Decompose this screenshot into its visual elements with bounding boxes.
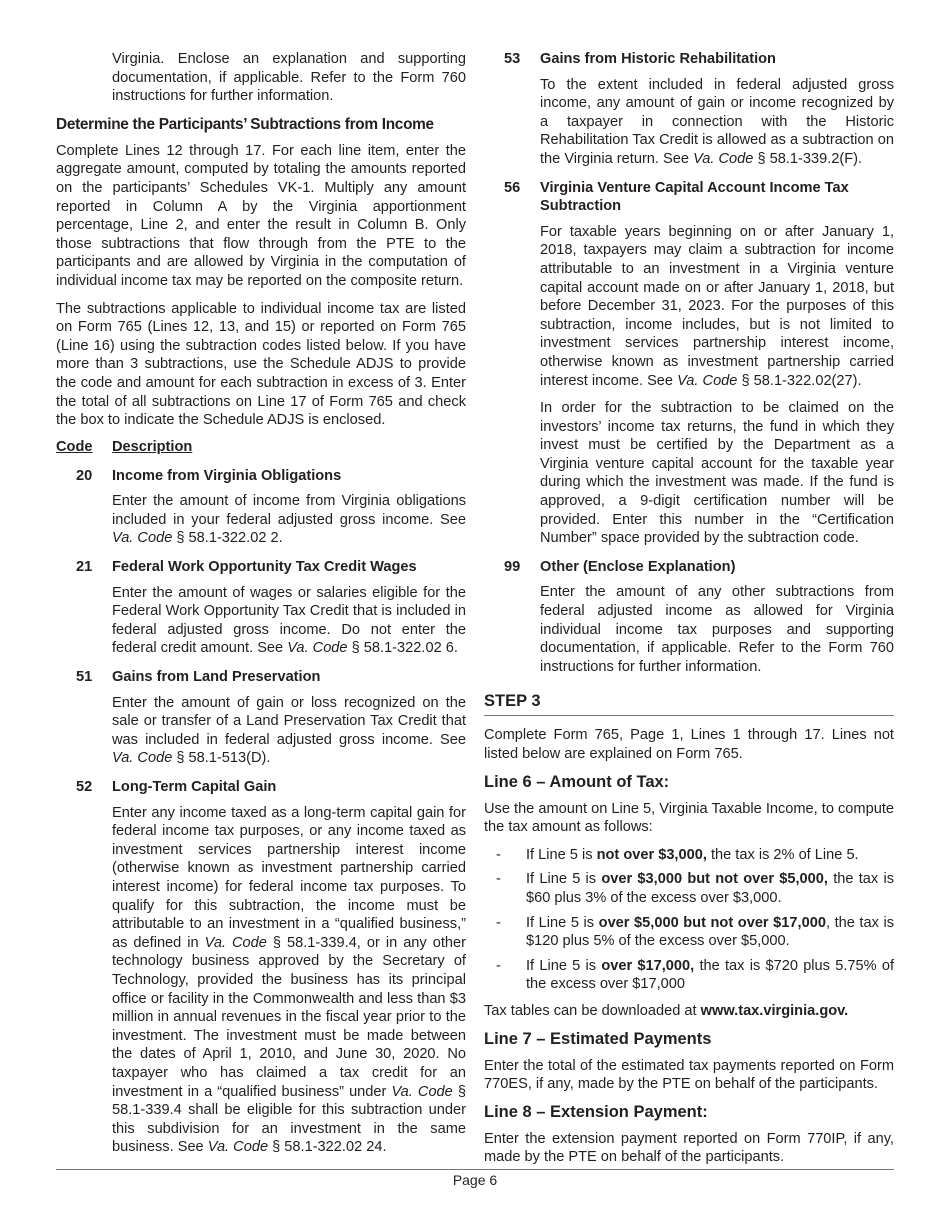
list-item [484, 846, 894, 865]
list-item [484, 914, 894, 951]
text: the tax is $60 plus 3% of the excess over $3,000. [526, 871, 895, 906]
bracket: not over $3,000, [596, 846, 707, 863]
subtractions-heading: Determine the Participants’ Subtractions from Income [56, 115, 434, 133]
code-number: 52 [76, 779, 93, 795]
code-table-header [56, 439, 466, 455]
step-3-text: Complete Form 765, Page 1, Lines 1 through 17. Lines not listed below are explained on Form 765. [484, 727, 894, 762]
citation: Va. Code [287, 640, 348, 657]
code-number: 53 [504, 51, 521, 67]
citation: Va. Code [677, 372, 738, 389]
dash-bullet: - [496, 846, 501, 863]
section: § 58.1-322.02 24. [272, 1139, 387, 1156]
code-title: Federal Work Opportunity Tax Credit Wages [112, 559, 417, 576]
line-7-text: Enter the total of the estimated tax payments reported on Form 770ES, if any, made by the PTE on behalf of the participants. [484, 1057, 894, 1093]
section: § 58.1-513(D). [176, 750, 271, 767]
list-item [484, 870, 894, 907]
citation: Va. Code [207, 1139, 269, 1156]
footer-divider [56, 1169, 894, 1170]
code-99-text: Enter the amount of any other subtractions from federal adjusted income as allowed for Virginia individual income tax purposes and supporting documentation, if applicable. Refer to the Form 760 instructions for further information. [540, 584, 894, 675]
right-column [484, 50, 894, 1176]
text: Enter the amount of gain or loss recognized on the sale or transfer of a Land Preservation Tax Credit that was included in federal adjusted gross income. See [112, 694, 466, 748]
text: the tax is $720 plus 5.75% of the excess over $17,000 [526, 957, 894, 993]
section: § 58.1-322.02 2. [176, 530, 283, 547]
citation: Va. Code [693, 150, 754, 167]
section: § 58.1-322.02 6. [351, 640, 458, 657]
section: § 58.1-322.02(27). [741, 372, 862, 389]
step-3-heading: STEP 3 [484, 692, 894, 716]
subtractions-para-2: The subtractions applicable to individual income tax are listed on Form 765 (Lines 12, 13, and 15) or reported on Form 765 (Line 16) using the subtraction codes listed below. If you have more than 3 subtractions, use the Schedule ADJS to provide the code and amount for each subtraction in excess of 3. Enter the total of all subtractions on Line 17 of Form 765 and check the box to indicate the Schedule ADJS is enclosed. [56, 300, 466, 429]
code-53-row [484, 50, 894, 69]
text: To the extent included in federal adjusted gross income, any amount of gain or income recognized by a taxpayer in connection with the Historic Rehabilitation Tax Credit is allowed as a subtraction on the Virginia return. See [540, 76, 894, 167]
text: If Line 5 is [526, 914, 599, 931]
line-7-heading: Line 7 – Estimated Payments [484, 1029, 712, 1048]
code-title: Income from Virginia Obligations [112, 467, 342, 484]
text: If Line 5 is [526, 957, 602, 974]
code-title: Other (Enclose Explanation) [540, 558, 736, 575]
code-header: Code [56, 438, 93, 455]
page-number: Page 6 [452, 1172, 498, 1188]
code-number: 99 [504, 558, 521, 575]
text: Enter the amount of wages or salaries eligible for the Federal Work Opportunity Tax Credit that is included in federal adjusted gross income. Do not enter the federal credit amount. See [112, 584, 466, 657]
code-52-row [56, 778, 466, 797]
code-number: 56 [504, 179, 521, 196]
dash-bullet: - [496, 957, 501, 974]
code-21-text [112, 584, 466, 658]
code-number: 51 [76, 669, 93, 686]
text: For taxable years beginning on or after January 1, 2018, taxpayers may claim a subtraction for income attributable to an investment in a Virginia venture capital account made on or after January 1, 2018, but before December 31, 2023. For the purposes of this subtraction, income includes, but is not limited to investment services partnership interest income, otherwise known as investment partnership carried interest income. See [540, 223, 894, 389]
citation: Va. Code [112, 750, 173, 767]
code-20-row [56, 467, 466, 486]
code-20-text [112, 492, 466, 548]
line-8-text: Enter the extension payment reported on Form 770IP, if any, made by the PTE on behalf of the participants. [484, 1130, 894, 1166]
citation: Va. Code [391, 1083, 453, 1100]
text: § 58.1-339.4 shall be eligible for this subtraction under this subdivision for an investment in the same business. See [112, 1083, 466, 1156]
citation: Va. Code [204, 934, 267, 951]
text: , the tax is $120 plus 5% of the excess over $5,000. [526, 914, 895, 950]
code-56-row [484, 179, 894, 216]
code-52-text [112, 804, 466, 1157]
text: Enter any income taxed as a long-term capital gain for federal income tax purposes, or any income taxed as investment services partnership interest income (otherwise known as investment partnership carried interest income) for federal income tax purposes. To qualify for this subtraction, the income must be attributable to an investment in a “qualified business,” as defined in [112, 804, 466, 951]
code-title: Long-Term Capital Gain [112, 779, 277, 795]
code-title: Gains from Land Preservation [112, 669, 321, 686]
code-56-text-1 [540, 223, 894, 390]
text: If Line 5 is [526, 846, 597, 863]
bracket: over $17,000, [601, 957, 695, 974]
dash-bullet: - [496, 871, 501, 888]
code-21-row [56, 558, 466, 577]
subtractions-para-1: Complete Lines 12 through 17. For each line item, enter the aggregate amount, computed by totaling the amounts reported on the participants’ Schedules VK-1. Multiply any amount reported in Column A by the Virginia apportionment percentage, Line 2, and enter the result in Column B. Only those subtractions that flow through from the PTE to the participants and are allowed by Virginia in the computation of individual income tax may be reported on the composite return. [56, 142, 466, 289]
line-6-heading: Line 6 – Amount of Tax: [484, 772, 670, 791]
bracket: over $5,000 but not over $17,000 [598, 914, 826, 931]
intro-continuation: Virginia. Enclose an explanation and supporting documentation, if applicable. Refer to the Form 760 instructions for further information. [112, 51, 466, 105]
code-99-row [484, 558, 894, 577]
code-51-text [112, 694, 466, 768]
bracket: over $3,000 but not over $5,000, [601, 871, 828, 888]
code-53-text [540, 76, 894, 169]
code-56-text-2: In order for the subtraction to be claimed on the investors’ income tax returns, the fund in which they invest must be certified by the Department as a Virginia venture capital account for the taxable year during which the investment was made. If the fund is approved, a 9-digit certification number will be provided. Enter this number in the “Certification Number” space provided by the subtraction code. [540, 400, 894, 547]
code-number: 20 [76, 467, 93, 484]
code-title: Gains from Historic Rehabilitation [540, 51, 776, 67]
tax-website-link[interactable]: www.tax.virginia.gov. [700, 1002, 849, 1019]
left-column [56, 50, 466, 1166]
citation: Va. Code [112, 530, 173, 547]
text: Enter the amount of income from Virginia obligations included in your federal adjusted gross income. See [112, 493, 466, 528]
tax-bracket-list [484, 846, 894, 994]
text: the tax is 2% of Line 5. [706, 846, 859, 863]
line-6-text: Use the amount on Line 5, Virginia Taxable Income, to compute the tax amount as follows: [484, 800, 894, 836]
section: § 58.1-339.2(F). [757, 150, 863, 167]
text: § 58.1-339.4, or in any other technology business approved by the Secretary of Technology, provided the business has its principal office or facility in the Commonwealth and less than $3 million in annual revenues in the fiscal year prior to the investment. The investment must be made between the dates of April 1, 2010, and June 30, 2020. No taxpayer who has claimed a tax credit for an investment in a “qualified business” under [112, 934, 466, 1100]
tax-tables-text [484, 1002, 894, 1021]
dash-bullet: - [496, 914, 501, 931]
code-title: Virginia Venture Capital Account Income Tax Subtraction [540, 179, 849, 215]
code-number: 21 [76, 559, 93, 576]
code-51-row [56, 668, 466, 687]
list-item [484, 957, 894, 994]
text: Tax tables can be downloaded at [484, 1002, 701, 1019]
line-8-heading: Line 8 – Extension Payment: [484, 1102, 708, 1121]
text: If Line 5 is [526, 871, 602, 888]
description-header: Description [112, 438, 193, 455]
